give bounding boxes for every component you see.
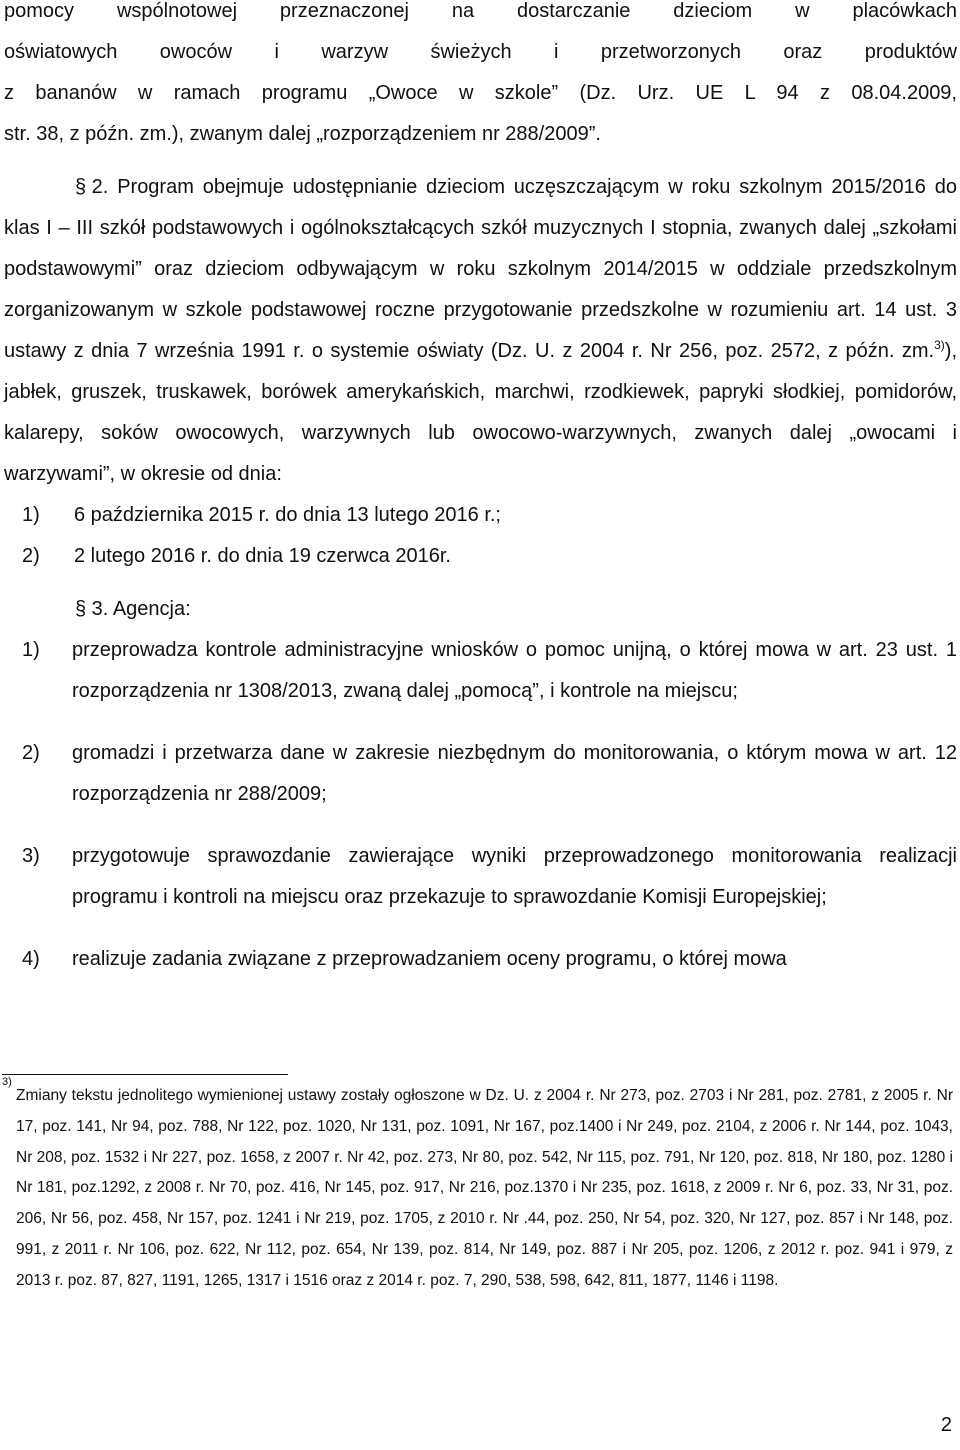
footnote-ref-3[interactable]: 3) [934,338,945,352]
intro-line-4: str. 38, z późn. zm.), zwanym dalej „rozporządzeniem nr 288/2009”. [4,123,601,145]
list-item [4,733,957,815]
list-item [4,630,957,712]
intro-paragraph [4,0,957,155]
intro-line-3: z bananów w ramach programu „Owoce w szkole” (Dz. Urz. UE L 94 z 08.04.2009, [4,82,957,104]
list-item-text: realizuje zadania związane z przeprowadzaniem oceny programu, o której mowa [72,948,787,970]
section-2-text: Program obejmuje udostępnianie dzieciom uczęszczającym w roku szkolnym 2015/2016 do klas I – III szkół podstawowych i ogólnokształcących szkół muzycznych I stopnia, zwanych dalej „szkołami podstawowymi” oraz dzieciom odbywającym w roku szkolnym 2014/2015 w oddziale przedszkolnym zorganizowanym w szkole podstawowej roczne przygotowanie przedszkolne w rozumieniu art. 14 ust. 3 ustawy z dnia 7 września 1991 r. o systemie oświaty (Dz. U. z 2004 r. Nr 256, poz. 2572, z późn. zm. [4,176,957,362]
intro-line-1: pomocy wspólnotowej przeznaczonej na dostarczanie dzieciom w placówkach [4,0,957,22]
section-2-mark: § 2. [75,176,109,198]
list-item-number: 4) [22,948,40,970]
section-2-list [4,495,957,577]
section-3-list [4,630,957,980]
document-page [4,0,957,1001]
list-item-text: 2 lutego 2016 r. do dnia 19 czerwca 2016r. [74,545,451,567]
section-3-mark: § 3. [75,598,109,620]
section-2 [4,167,957,577]
list-item [4,836,957,918]
list-item [4,536,957,577]
section-3-heading-text: Agencja: [112,598,191,620]
footnote-text: Zmiany tekstu jednolitego wymienionej ustawy zostały ogłoszone w Dz. U. z 2004 r. Nr 273, poz. 2703 i Nr 281, poz. 2781, z 2005 r. Nr 17, poz. 141, Nr 94, poz. 788, Nr 122, poz. 1020, Nr 131, poz. 1091, Nr 167, poz.1400 i Nr 249, poz. 2104, z 2006 r. Nr 144, poz. 1043, Nr 208, poz. 1532 i Nr 227, poz. 1658, z 2007 r. Nr 42, poz. 273, Nr 80, poz. 542, Nr 115, poz. 791, Nr 120, poz. 818, Nr 180, poz. 1280 i Nr 181, poz.1292, z 2008 r. Nr 70, poz. 416, Nr 145, poz. 917, Nr 216, poz.1370 i Nr 235, poz. 1618, z 2009 r. Nr 6, poz. 33, Nr 31, poz. 206, Nr 56, poz. 458, Nr 157, poz. 1241 i Nr 219, poz. 1705, z 2010 r. Nr .44, poz. 250, Nr 54, poz. 320, Nr 127, poz. 857 i Nr 148, poz. 991, z 2011 r. Nr 106, poz. 622, Nr 112, poz. 654, Nr 139, poz. 814, Nr 149, poz. 887 i Nr 205, poz. 1206, z 2012 r. poz. 941 i 979, z 2013 r. poz. 87, 827, 1191, 1265, 1317 i 1516 oraz z 2014 r. poz. 7, 290, 538, 598, 642, 811, 1877, 1146 i 1198. [16,1087,953,1289]
page-number: 2 [940,1414,952,1436]
footnote-separator [2,1074,288,1075]
intro-line-2: oświatowych owoców i warzyw świeżych i przetworzonych oraz produktów [4,41,957,63]
list-item-number: 2) [22,545,40,567]
section-2-paragraph [4,167,957,495]
section-3 [4,589,957,980]
list-item-number: 3) [22,845,40,867]
footnote [2,1076,953,1297]
list-item-text: przeprowadza kontrole administracyjne wniosków o pomoc unijną, o której mowa w art. 23 ust. 1 rozporządzenia nr 1308/2013, zwaną dalej „pomocą”, i kontrole na miejscu; [72,639,957,702]
list-item-text: 6 października 2015 r. do dnia 13 lutego 2016 r.; [74,504,501,526]
list-item-number: 1) [22,639,40,661]
section-2-text-continued: ), jabłek, gruszek, truskawek, borówek amerykańskich, marchwi, rzodkiewek, papryki słodkiej, pomidorów, kalarepy, soków owocowych, warzywnych lub owocowo-warzywnych, zwanych dalej „owocami i warzywami”, w okresie od dnia: [4,340,957,485]
list-item [4,939,957,980]
list-item-number: 2) [22,742,40,764]
list-item [4,495,957,536]
section-3-heading [4,589,957,630]
list-item-text: gromadzi i przetwarza dane w zakresie niezbędnym do monitorowania, o którym mowa w art. 12 rozporządzenia nr 288/2009; [72,742,957,805]
list-item-text: przygotowuje sprawozdanie zawierające wyniki przeprowadzonego monitorowania realizacji programu i kontroli na miejscu oraz przekazuje to sprawozdanie Komisji Europejskiej; [72,845,957,908]
footnote-mark: 3) [2,1076,12,1088]
list-item-number: 1) [22,504,40,526]
